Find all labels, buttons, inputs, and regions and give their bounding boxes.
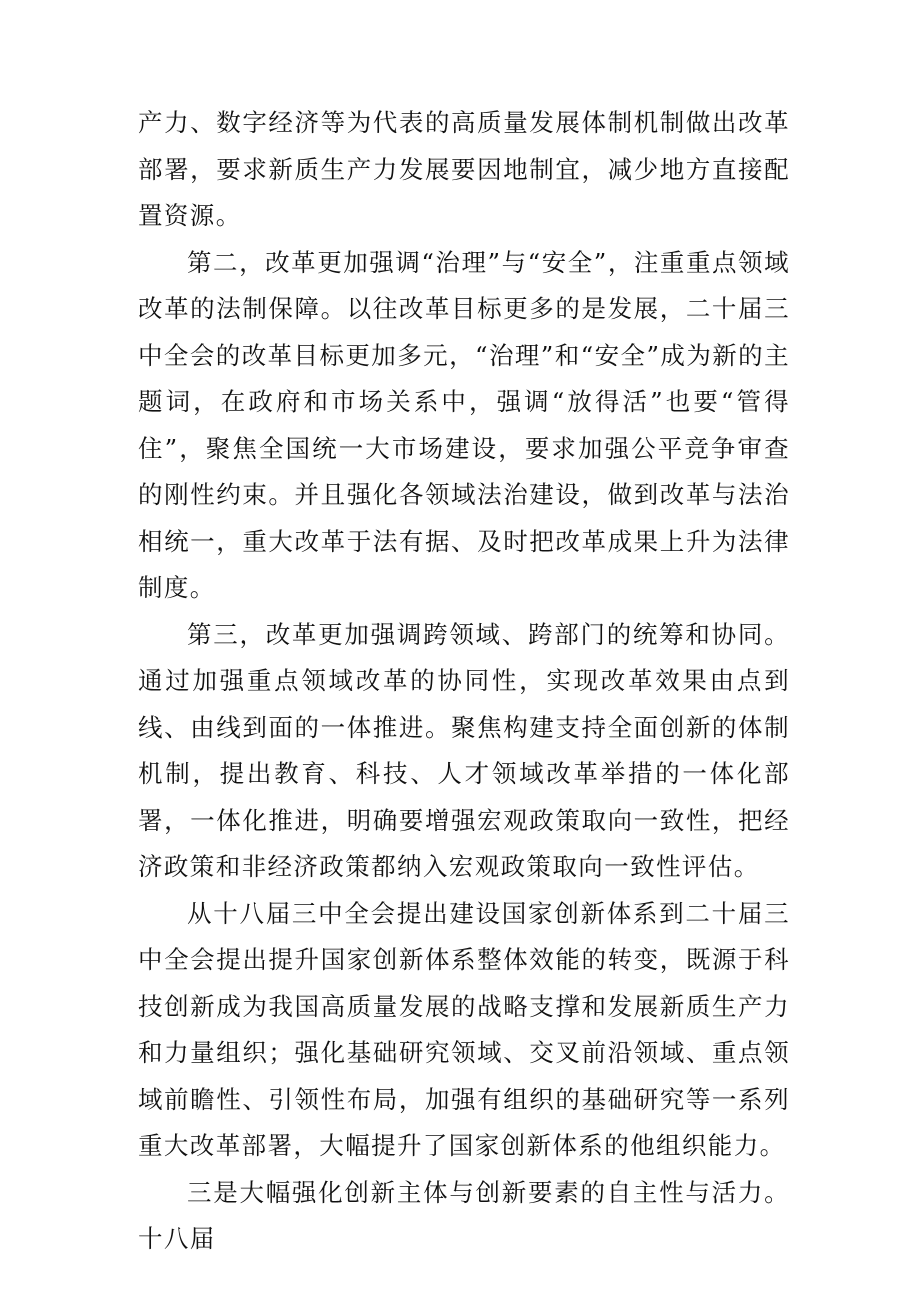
paragraph-point-three: 三是大幅强化创新主体与创新要素的自主性与活力。十八届 [138,1177,790,1253]
document-body [138,100,790,1263]
paragraph-innovation-system: 从十八届三中全会提出建设国家创新体系到二十届三中全会提出提升国家创新体系整体效能的转变，既源于科技创新成为我国高质量发展的战略支撑和发展新质生产力和力量组织；强化基础研究领域、交叉前沿领域、重点领域前瞻性、引领性布局，加强有组织的基础研究等一系列重大改革部署，大幅提升了国家创新体系的他组织能力。 [138,898,790,1160]
paragraph-continued: 产力、数字经济等为代表的高质量发展体制机制做出改革部署，要求新质生产力发展要因地制宜，减少地方直接配置资源。 [138,108,790,230]
paragraph-third-reform: 第三，改革更加强调跨领域、跨部门的统筹和协同。通过加强重点领域改革的协同性，实现改革效果由点到线、由线到面的一体推进。聚焦构建支持全面创新的体制机制，提出教育、科技、人才领域改革举措的一体化部署，一体化推进，明确要增强宏观政策取向一致性，把经济政策和非经济政策都纳入宏观政策取向一致性评估。 [138,619,790,881]
paragraph-second-reform: 第二，改革更加强调“治理”与“安全”，注重重点领域改革的法制保障。以往改革目标更多的是发展，二十届三中全会的改革目标更加多元，“治理”和“安全”成为新的主题词，在政府和市场关系中，强调“放得活”也要“管得住”，聚焦全国统一大市场建设，要求加强公平竞争审查的刚性约束。并且强化各领域法治建设，做到改革与法治相统一，重大改革于法有据、及时把改革成果上升为法律制度。 [138,247,790,602]
